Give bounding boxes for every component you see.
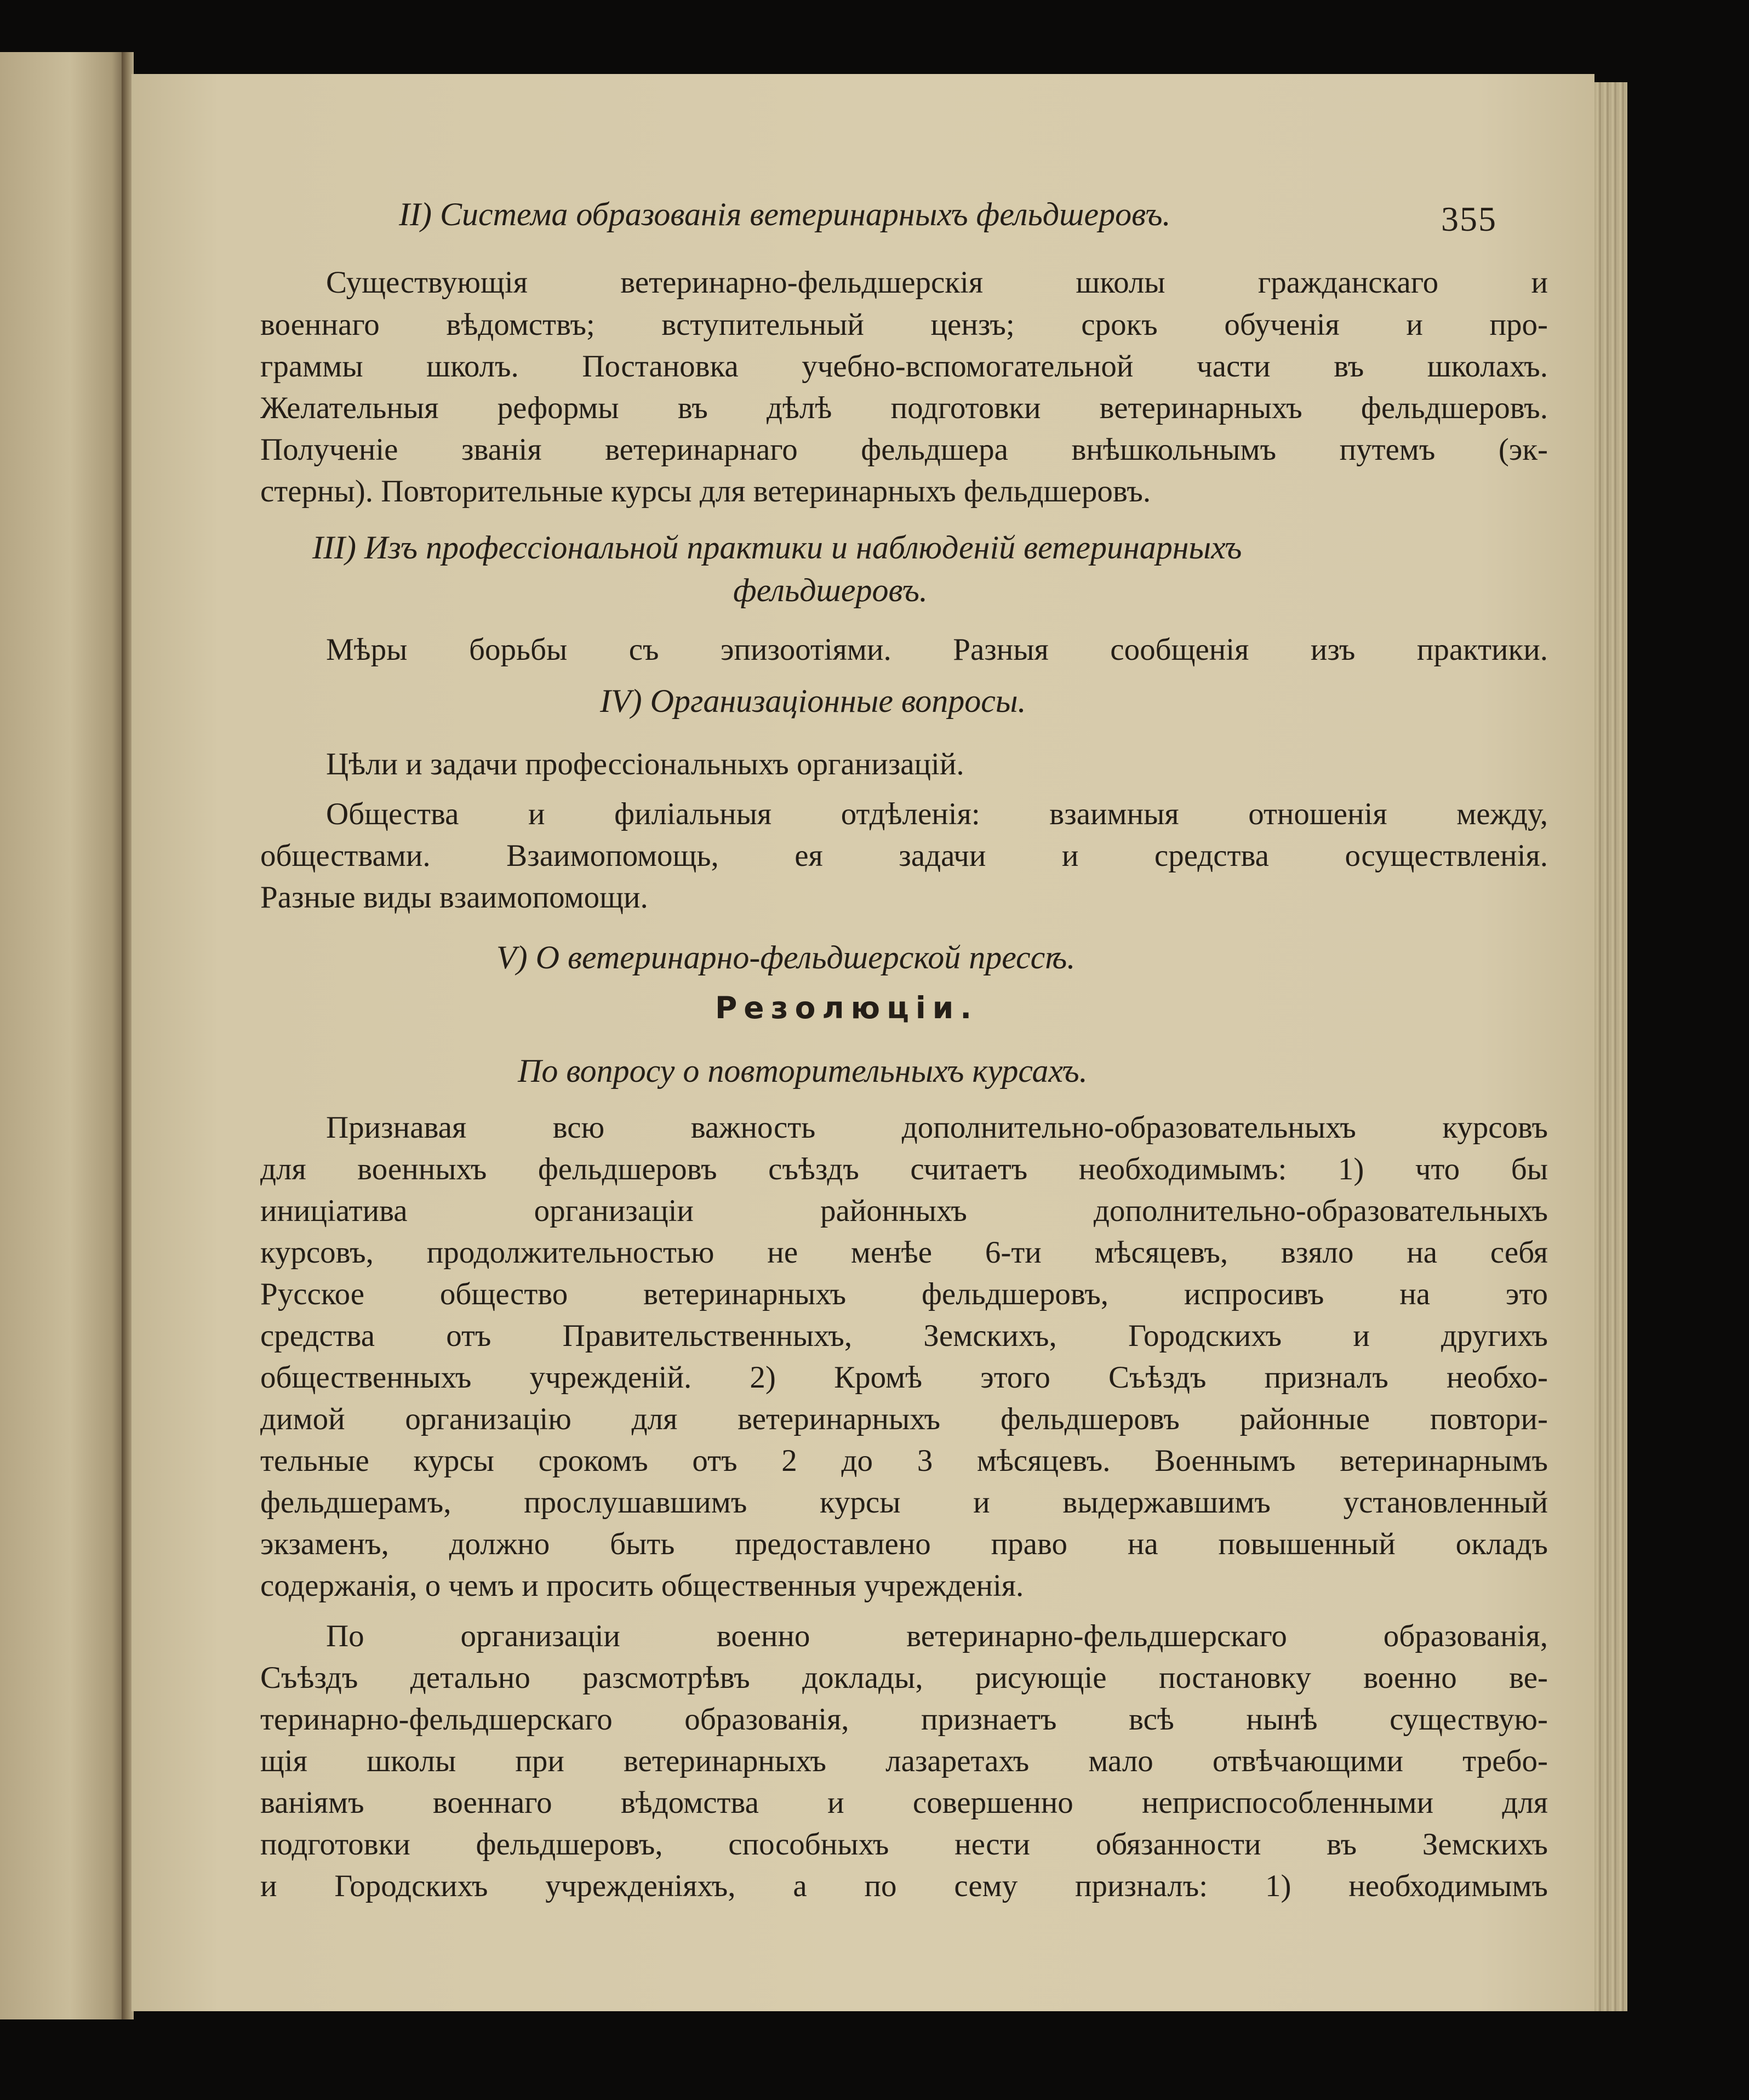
section4-line-2: обществами. Взаимопомощь, ея задачи и средства осуществленія. xyxy=(260,838,1548,873)
section2-line-4: Желательныя реформы въ дѣлѣ подготовки ветеринарныхъ фельдшеровъ. xyxy=(260,391,1548,425)
section-heading-3: III) Изъ профессіональной практики и наблюденій ветеринарныхъ xyxy=(312,529,1242,566)
para2-line-2: Съѣздъ детально разсмотрѣвъ доклады, рисующіе постановку военно ве- xyxy=(260,1660,1548,1695)
page-stack-edges xyxy=(1594,82,1627,2011)
section-heading-5: V) О ветеринарно-фельдшерской прессѣ. xyxy=(496,939,1076,975)
section3-text: Мѣры борьбы съ эпизоотіями. Разныя сообщенія изъ практики. xyxy=(326,632,1548,667)
section4-line-3: Разные виды взаимопомощи. xyxy=(260,880,648,915)
section4-text-1: Цѣли и задачи профессіональныхъ организацій. xyxy=(326,747,964,781)
section2-line-5: Полученіе званія ветеринарнаго фельдшера внѣшкольнымъ путемъ (эк- xyxy=(260,432,1548,467)
page-number: 355 xyxy=(1441,199,1497,238)
para1-line-4: курсовъ, продолжительностью не менѣе 6-ти мѣсяцевъ, взяло на себя xyxy=(260,1235,1548,1270)
book-page xyxy=(132,74,1594,2011)
para1-line-9: тельные курсы срокомъ отъ 2 до 3 мѣсяцевъ. Военнымъ ветеринарнымъ xyxy=(260,1443,1548,1478)
para1-line-1: Признавая всю важность дополнительно-образовательныхъ курсовъ xyxy=(326,1110,1548,1145)
section4-line-1: Общества и филіальныя отдѣленія: взаимныя отношенія между, xyxy=(326,797,1548,831)
para1-line-3: иниціатива организаціи районныхъ дополнительно-образовательныхъ xyxy=(260,1194,1548,1228)
para1-line-11: экзаменъ, должно быть предоставлено право на повышенный окладъ xyxy=(260,1527,1548,1561)
para2-line-7: и Городскихъ учрежденіяхъ, а по сему призналъ: 1) необходимымъ xyxy=(260,1869,1548,1903)
para1-line-8: димой организацію для ветеринарныхъ фельдшеровъ районные повтори- xyxy=(260,1402,1548,1436)
para2-line-3: теринарно-фельдшерскаго образованія, признаетъ всѣ нынѣ существую- xyxy=(260,1702,1548,1737)
para2-line-6: подготовки фельдшеровъ, способныхъ нести обязанности въ Земскихъ xyxy=(260,1827,1548,1862)
para2-line-5: ваніямъ военнаго вѣдомства и совершенно неприспособленными для xyxy=(260,1785,1548,1820)
para2-line-1: По организаціи военно ветеринарно-фельдшерскаго образованія, xyxy=(326,1619,1548,1653)
section2-line-1: Существующія ветеринарно-фельдшерскія школы гражданскаго и xyxy=(326,265,1548,300)
section-heading-2: II) Система образованія ветеринарныхъ фельдшеровъ. xyxy=(399,196,1171,232)
para1-line-6: средства отъ Правительственныхъ, Земскихъ, Городскихъ и другихъ xyxy=(260,1319,1548,1353)
left-page-edge xyxy=(0,52,127,2019)
section-heading-4: IV) Организаціонные вопросы. xyxy=(600,683,1026,719)
section-heading-3-cont: фельдшеровъ. xyxy=(733,572,928,608)
para1-line-7: общественныхъ учрежденій. 2) Кромѣ этого Съѣздъ призналъ необхо- xyxy=(260,1360,1548,1395)
section2-line-3: граммы школъ. Постановка учебно-вспомогательной части въ школахъ. xyxy=(260,349,1548,384)
para1-line-10: фельдшерамъ, прослушавшимъ курсы и выдержавшимъ установленный xyxy=(260,1485,1548,1520)
para2-line-4: щія школы при ветеринарныхъ лазаретахъ мало отвѣчающими требо- xyxy=(260,1744,1548,1778)
section2-line-2: военнаго вѣдомствъ; вступительный цензъ; срокъ обученія и про- xyxy=(260,307,1548,342)
para1-line-12: содержанія, о чемъ и просить общественныя учрежденія. xyxy=(260,1568,1024,1603)
resolution-subheading: По вопросу о повторительныхъ курсахъ. xyxy=(518,1053,1088,1089)
resolutions-heading: Резолюціи. xyxy=(715,990,979,1025)
para1-line-5: Русское общество ветеринарныхъ фельдшеровъ, испросивъ на это xyxy=(260,1277,1548,1311)
para1-line-2: для военныхъ фельдшеровъ съѣздъ считаетъ необходимымъ: 1) что бы xyxy=(260,1152,1548,1186)
section2-line-6: стерны). Повторительные курсы для ветеринарныхъ фельдшеровъ. xyxy=(260,474,1151,509)
